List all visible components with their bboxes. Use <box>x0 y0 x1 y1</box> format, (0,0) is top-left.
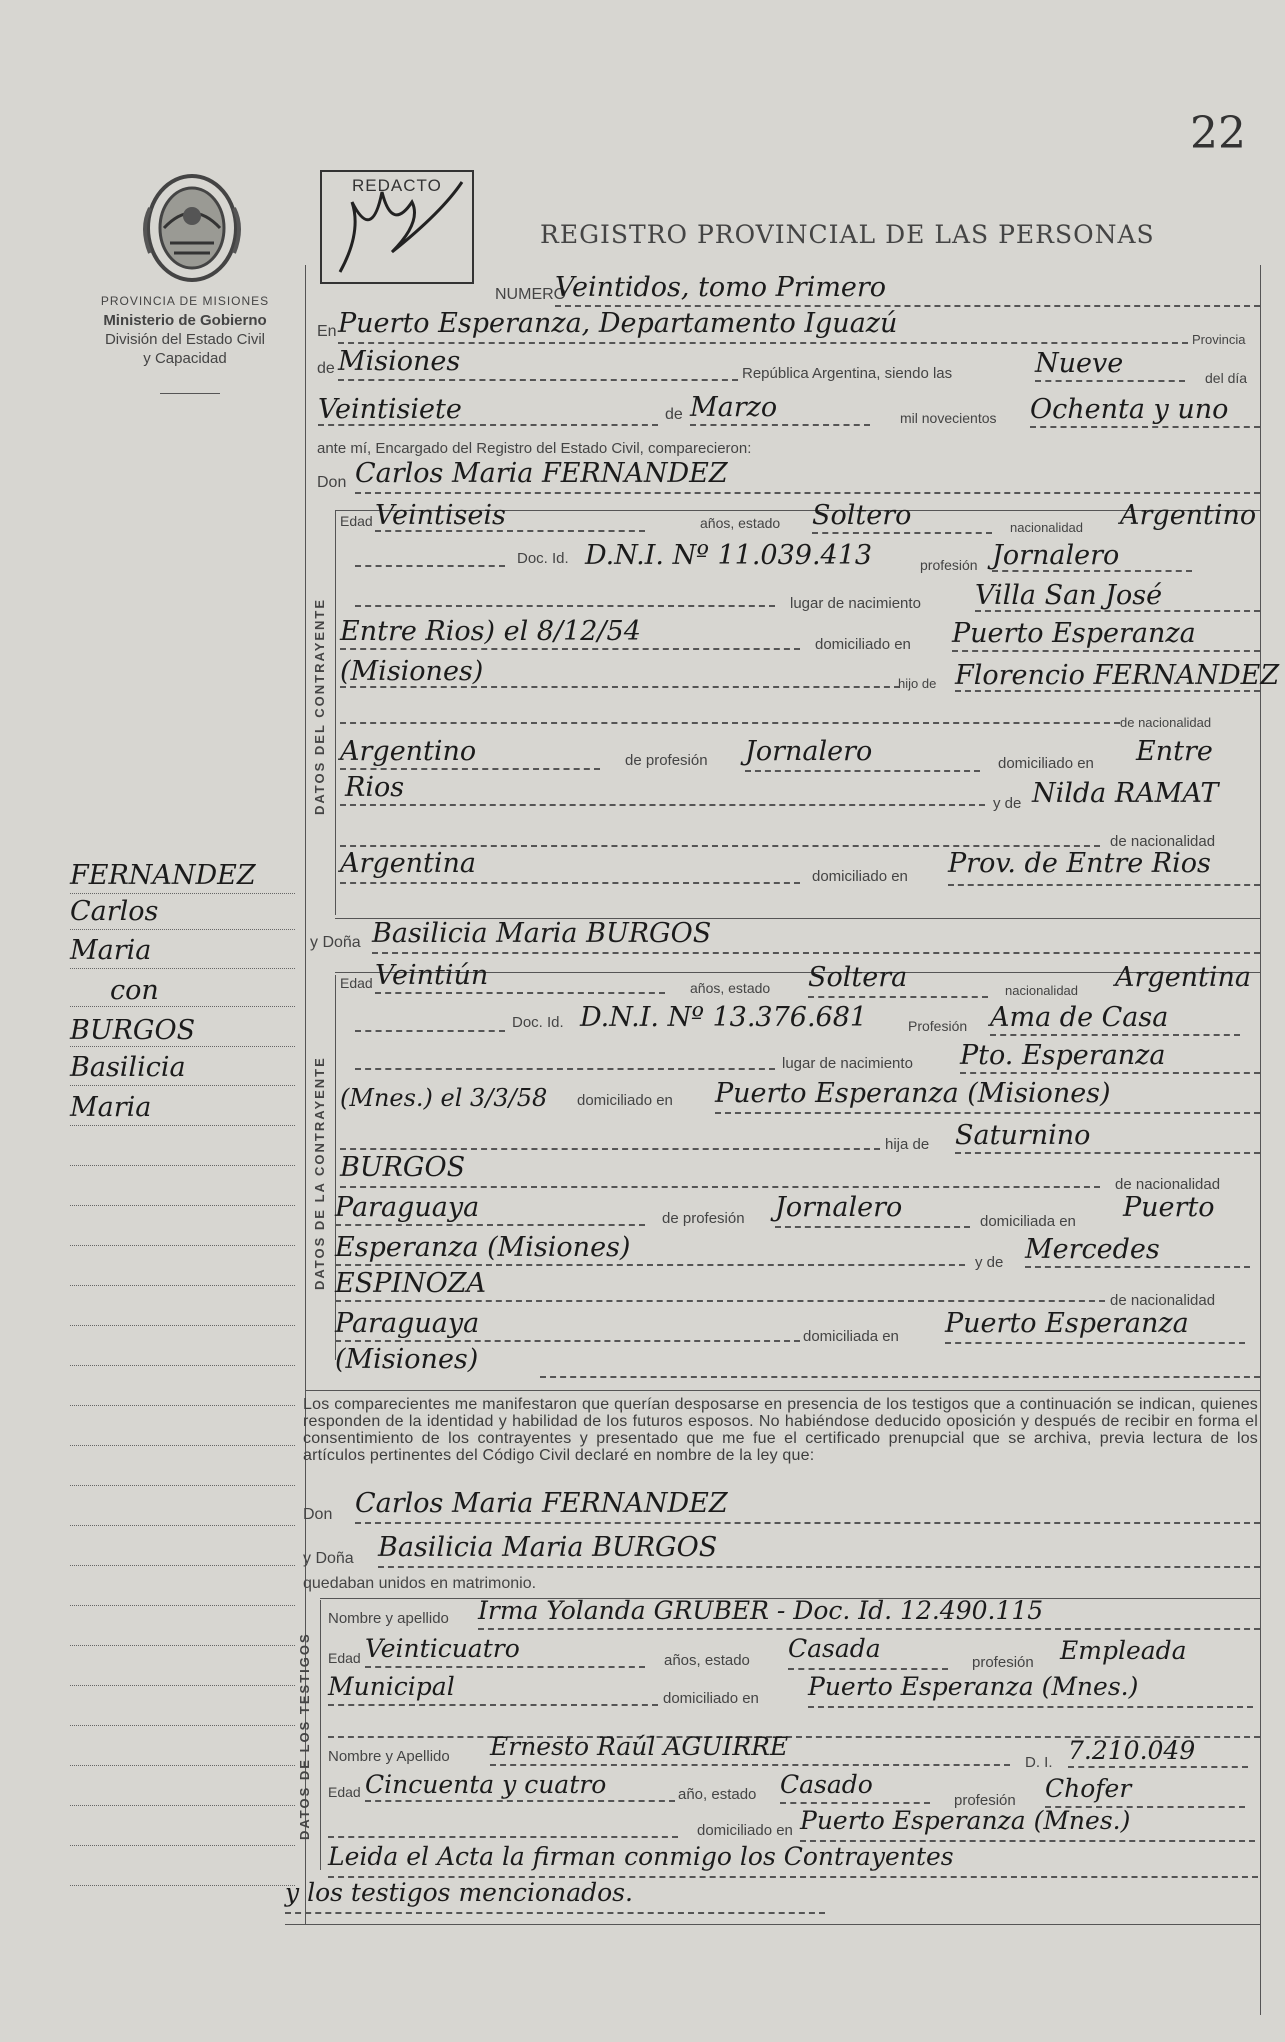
value-n-dom: Puerto Esperanza <box>952 618 1196 649</box>
coat-of-arms-icon <box>140 168 244 293</box>
label-padre-prof-n: de profesión <box>625 752 708 769</box>
declaration-paragraph: Los comparecientes me manifestaron que querían desposarse en presencia de los testigos que a continuación se indican, quienes responden de la identidad y habilidad de los futuros esposos. No habiéndose deducido oposición y después de recibir en forma el consentimiento de los contrayentes y presentado que me fue el certificado prenupcial que se archiva, previa lectura de los artículos pertinentes del Código Civil declaré en nombre de la ley que: <box>303 1396 1258 1464</box>
label-y-dona: y Doña <box>310 934 361 951</box>
label-padre-nac-n: de nacionalidad <box>1120 715 1212 730</box>
value-f-lugar2: (Mnes.) el 3/3/58 <box>340 1084 548 1112</box>
sidebar-name-1: Carlos <box>70 896 159 927</box>
sidebar-name-4: Maria <box>70 1092 152 1123</box>
value-t1-dom: Puerto Esperanza (Mnes.) <box>808 1672 1139 1701</box>
value-f-padre-nac: Paraguaya <box>335 1192 480 1223</box>
value-t2-di: 7.210.049 <box>1068 1736 1196 1765</box>
label-doc-n: Doc. Id. <box>517 550 569 567</box>
label-madre-nac-n: de nacionalidad <box>1110 833 1216 850</box>
label-estado-f: años, estado <box>690 980 771 996</box>
label-mil: mil novecientos <box>900 410 997 426</box>
value-novia: Basilicia Maria BURGOS <box>372 918 712 949</box>
label-madre-dom-f: domiciliada en <box>803 1328 899 1345</box>
value-n-prof: Jornalero <box>992 540 1120 571</box>
label-datos-testigos: DATOS DE LOS TESTIGOS <box>297 1632 312 1840</box>
value-n-madre-dom: Prov. de Entre Rios <box>948 848 1211 879</box>
province-name: PROVINCIA DE MISIONES <box>100 294 270 308</box>
value-f-madre2: ESPINOZA <box>335 1268 487 1299</box>
value-t2-dom: Puerto Esperanza (Mnes.) <box>800 1806 1131 1835</box>
label-prof-f: Profesión <box>908 1018 968 1034</box>
value-f-madre-nac: Paraguaya <box>335 1308 480 1339</box>
sidebar-surname: FERNANDEZ <box>70 860 256 891</box>
label-republica: República Argentina, siendo las <box>742 365 953 382</box>
label-t2-estado: año, estado <box>678 1786 757 1803</box>
value-dia: Veintisiete <box>318 394 462 425</box>
stamp-signature-icon <box>322 172 472 282</box>
division-name-2: y Capacidad <box>143 350 227 367</box>
label-datos-contrayente: DATOS DEL CONTRAYENTE <box>312 597 327 815</box>
label-padre-dom-f: domiciliada en <box>980 1213 1076 1230</box>
label-en: En <box>317 323 337 340</box>
value-f-prof: Ama de Casa <box>990 1002 1169 1033</box>
value-mes: Marzo <box>690 392 778 423</box>
value-f-doc: D.N.I. Nº 13.376.681 <box>580 1002 868 1033</box>
ministry-name: Ministerio de Gobierno <box>103 312 267 329</box>
label-padre-prof-f: de profesión <box>662 1210 745 1227</box>
label-doc-f: Doc. Id. <box>512 1014 564 1031</box>
label-dom-n: domiciliado en <box>815 636 911 653</box>
label-y-de-n: y de <box>993 795 1022 812</box>
value-n-madre: Nilda RAMAT <box>1032 778 1219 809</box>
value-n-doc: D.N.I. Nº 11.039.413 <box>585 540 873 571</box>
closing-line-1: Leida el Acta la firman conmigo los Contrayentes <box>328 1842 954 1871</box>
label-t1-nombre: Nombre y apellido <box>328 1610 449 1627</box>
label-del-dia: del día <box>1205 370 1248 386</box>
label-de-mes: de <box>665 406 683 423</box>
value-f-madre: Mercedes <box>1025 1234 1160 1265</box>
value-t2-edad: Cincuenta y cuatro <box>365 1770 607 1799</box>
value-t1-edad: Veinticuatro <box>365 1634 520 1663</box>
label-t2-edad: Edad <box>328 1784 361 1800</box>
label-quedaban: quedaban unidos en matrimonio. <box>303 1575 537 1592</box>
value-t1-nombre: Irma Yolanda GRUBER - Doc. Id. 12.490.115 <box>478 1596 1044 1625</box>
value-numero: Veintidos, tomo Primero <box>555 272 887 303</box>
sidebar-con: con <box>110 975 159 1006</box>
label-t1-estado: años, estado <box>664 1652 750 1669</box>
value-t1-prof2: Municipal <box>328 1672 455 1701</box>
label-hijo-de: hijo de <box>898 676 937 691</box>
sidebar-name-3: Basilicia <box>70 1052 186 1083</box>
label-padre-dom-n: domiciliado en <box>998 755 1094 772</box>
stamp-label: REDACTO <box>352 176 442 195</box>
document-title: REGISTRO PROVINCIAL DE LAS PERSONAS <box>540 220 1155 249</box>
label-hija-de: hija de <box>885 1136 930 1153</box>
label-de: de <box>317 360 335 377</box>
value-dec-don: Carlos Maria FERNANDEZ <box>355 1488 728 1519</box>
label-dom-f: domiciliado en <box>577 1092 673 1109</box>
label-t2-di: D. I. <box>1025 1754 1053 1771</box>
value-f-padre-prof: Jornalero <box>775 1192 903 1223</box>
label-datos-contrayente-f: DATOS DE LA CONTRAYENTE <box>312 1056 327 1290</box>
label-madre-dom-n: domiciliado en <box>812 868 908 885</box>
label-edad-n: Edad <box>340 513 373 529</box>
label-numero: NUMERO <box>495 286 567 303</box>
value-f-padre2: BURGOS <box>340 1152 466 1183</box>
label-t2-nombre: Nombre y Apellido <box>328 1748 450 1765</box>
label-lugar-n: lugar de nacimiento <box>790 595 921 612</box>
value-t2-estado: Casado <box>780 1770 873 1799</box>
value-f-estado: Soltera <box>808 962 908 993</box>
label-padre-nac-f: de nacionalidad <box>1115 1176 1221 1193</box>
label-lugar-f: lugar de nacimiento <box>782 1055 913 1072</box>
value-f-dom: Puerto Esperanza (Misiones) <box>715 1078 1111 1109</box>
sidebar-name-2: Maria <box>70 935 152 966</box>
value-f-lugar: Pto. Esperanza <box>960 1040 1166 1071</box>
value-t1-prof: Empleada <box>1060 1636 1187 1665</box>
division-name: División del Estado Civil <box>104 331 266 348</box>
value-f-padre-dom2: Esperanza (Misiones) <box>335 1232 631 1263</box>
value-anio: Ochenta y uno <box>1030 394 1229 425</box>
value-n-padre-nac: Argentino <box>340 736 477 767</box>
label-estado-n: años, estado <box>700 515 781 531</box>
label-t1-edad: Edad <box>328 1650 361 1666</box>
label-nac-n: nacionalidad <box>1010 520 1084 535</box>
label-nac-f: nacionalidad <box>1005 983 1079 998</box>
value-dec-dona: Basilicia Maria BURGOS <box>378 1532 718 1563</box>
label-prof-n: profesión <box>920 557 978 573</box>
label-edad-f: Edad <box>340 975 373 991</box>
value-lugar: Puerto Esperanza, Departamento Iguazú <box>338 308 898 339</box>
value-n-lugar: Villa San José <box>975 580 1163 611</box>
value-f-nac: Argentina <box>1115 962 1252 993</box>
label-dec-dona: y Doña <box>303 1550 354 1567</box>
value-f-madre-dom: Puerto Esperanza <box>945 1308 1189 1339</box>
value-hora: Nueve <box>1035 348 1124 379</box>
value-provincia: Misiones <box>338 346 461 377</box>
label-t1-dom: domiciliado en <box>663 1690 759 1707</box>
label-madre-nac-f: de nacionalidad <box>1110 1292 1216 1309</box>
value-t2-nombre: Ernesto Raúl AGUIRRE <box>490 1732 789 1761</box>
header-left <box>70 292 300 368</box>
value-f-edad: Veintiún <box>375 960 489 991</box>
value-f-padre: Saturnino <box>955 1120 1091 1151</box>
value-n-padre-dom: Entre <box>1136 736 1213 767</box>
redacto-stamp <box>320 170 474 284</box>
label-t1-prof: profesión <box>972 1654 1034 1671</box>
value-n-padre-prof: Jornalero <box>745 736 873 767</box>
label-don: Don <box>317 474 347 491</box>
value-n-nac: Argentino <box>1120 500 1257 531</box>
value-n-padre: Florencio FERNANDEZ <box>955 660 1280 691</box>
value-n-lugar2: Entre Rios) el 8/12/54 <box>340 616 641 647</box>
value-n-estado: Soltero <box>812 500 912 531</box>
closing-line-2: y los testigos mencionados. <box>285 1878 633 1907</box>
value-n-dom2: (Misiones) <box>340 656 484 687</box>
label-t2-dom: domiciliado en <box>697 1822 793 1839</box>
value-t1-estado: Casada <box>788 1634 881 1663</box>
page-number: 22 <box>1190 108 1246 159</box>
label-t2-prof: profesión <box>954 1792 1016 1809</box>
value-f-padre-dom: Puerto <box>1123 1192 1215 1223</box>
label-dec-don: Don <box>303 1506 333 1523</box>
label-ante: ante mí, Encargado del Registro del Estado Civil, comparecieron: <box>317 440 752 457</box>
value-f-madre-dom2: (Misiones) <box>335 1344 479 1375</box>
value-n-madre-nac: Argentina <box>340 848 477 879</box>
value-novio: Carlos Maria FERNANDEZ <box>355 458 728 489</box>
value-n-edad: Veintiseis <box>375 500 506 531</box>
sidebar-surname-2: BURGOS <box>70 1015 196 1046</box>
value-n-padre-dom2: Rios <box>345 772 405 803</box>
label-y-de-f: y de <box>975 1254 1004 1271</box>
label-provincia: Provincia <box>1192 332 1246 347</box>
value-t2-prof: Chofer <box>1045 1774 1132 1803</box>
